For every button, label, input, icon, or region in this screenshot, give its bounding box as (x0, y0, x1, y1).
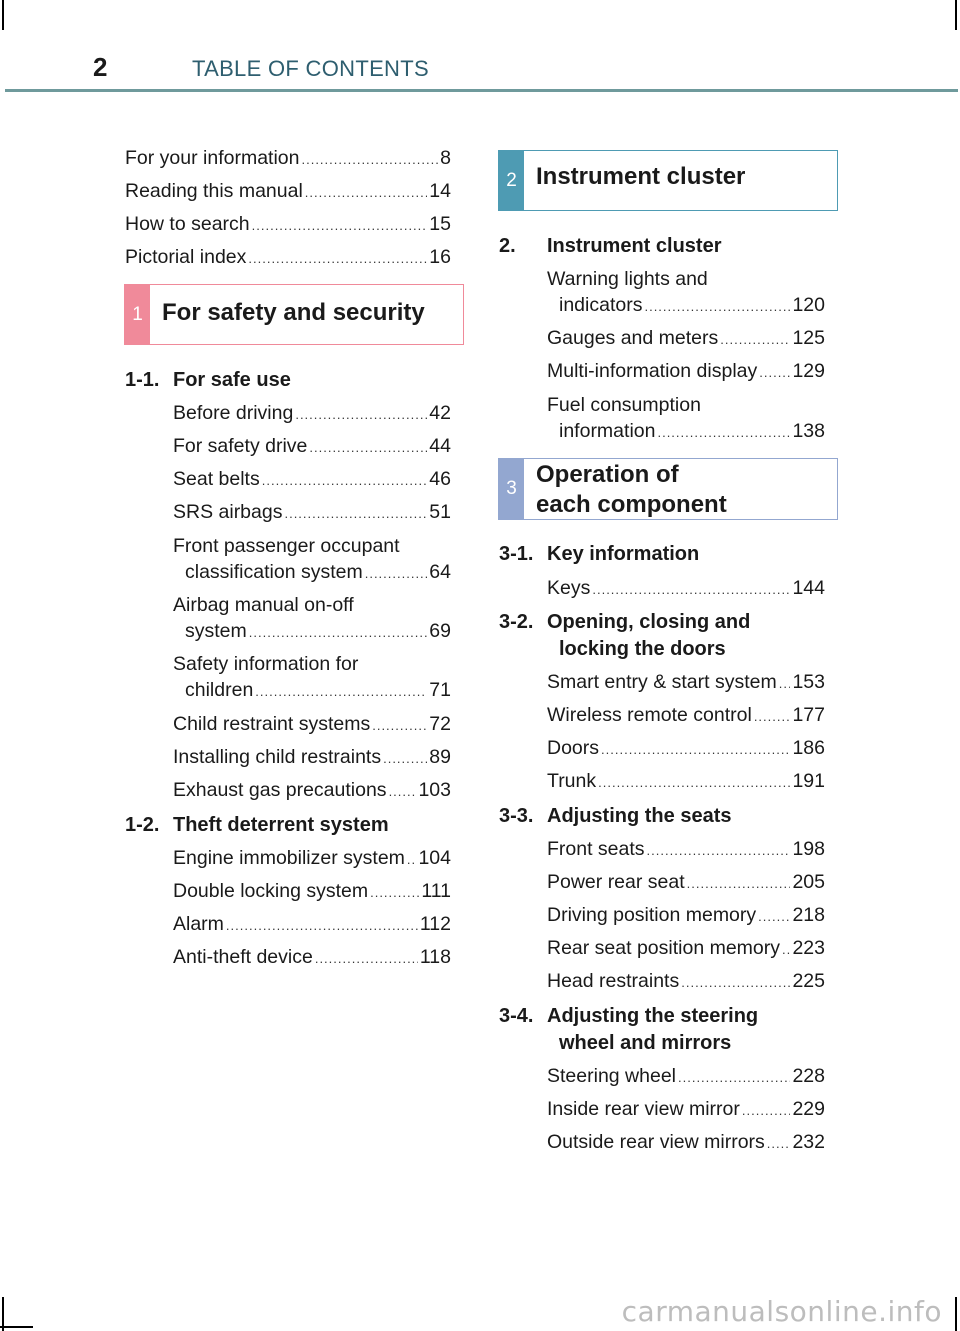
toc-entry[interactable]: Engine immobilizer system ..... 104 (173, 845, 451, 873)
section-number: 2. (499, 235, 516, 257)
section-number: 1-2. (125, 814, 160, 836)
toc-entry[interactable]: Child restraint systems ..... 72 (173, 711, 451, 739)
toc-entry[interactable]: For your information ..... 8 (125, 145, 451, 173)
toc-entry[interactable]: Rear seat position memory ..... 223 (547, 935, 825, 963)
toc-entry[interactable]: Doors ..... 186 (547, 735, 825, 763)
section-title[interactable]: Instrument cluster (547, 235, 722, 257)
toc-entry[interactable]: SRS airbags ..... 51 (173, 499, 451, 527)
crop-mark (0, 1326, 33, 1328)
page-number: 2 (93, 52, 108, 82)
chapter-3-number: 3 (499, 459, 524, 519)
toc-entry-line1[interactable]: Warning lights and (547, 268, 708, 290)
toc-entry[interactable]: Keys ..... 144 (547, 575, 825, 603)
toc-entry[interactable]: Installing child restraints ..... 89 (173, 744, 451, 772)
toc-entry[interactable]: Before driving ..... 42 (173, 400, 451, 428)
page-header-title: TABLE OF CONTENTS (192, 56, 429, 81)
section-number: 3-3. (499, 805, 534, 827)
section-number: 1-1. (125, 369, 160, 391)
toc-entry[interactable]: Pictorial index ..... 16 (125, 244, 451, 272)
section-title[interactable]: Key information (547, 543, 700, 565)
toc-entry[interactable]: Gauges and meters ..... 125 (547, 325, 825, 353)
crop-mark (955, 0, 957, 30)
toc-entry-line1[interactable]: Front passenger occupant (173, 535, 400, 557)
toc-entry[interactable]: Outside rear view mirrors ..... 232 (547, 1129, 825, 1157)
section-title-line2[interactable]: wheel and mirrors (559, 1032, 732, 1054)
toc-entry[interactable]: Driving position memory ..... 218 (547, 902, 825, 930)
section-number: 3-1. (499, 543, 534, 565)
chapter-2-heading[interactable] (498, 150, 838, 211)
chapter-3-heading[interactable] (498, 458, 838, 520)
crop-mark (955, 1297, 957, 1331)
section-number: 3-2. (499, 611, 534, 633)
chapter-3-title-line1: Operation of (536, 461, 679, 488)
toc-entry[interactable]: For safety drive ..... 44 (173, 433, 451, 461)
toc-entry[interactable]: information ..... 138 (559, 418, 825, 446)
chapter-1-title: For safety and security (162, 299, 425, 326)
toc-entry[interactable]: Exhaust gas precautions ..... 103 (173, 777, 451, 805)
toc-entry[interactable]: How to search ..... 15 (125, 211, 451, 239)
section-title[interactable]: For safe use (173, 369, 291, 391)
toc-entry[interactable]: Anti-theft device ..... 118 (173, 944, 451, 972)
section-title[interactable]: Theft deterrent system (173, 814, 389, 836)
section-title[interactable]: Opening, closing and (547, 611, 751, 633)
toc-entry-line1[interactable]: Airbag manual on-off (173, 594, 354, 616)
toc-entry[interactable]: Steering wheel ..... 228 (547, 1063, 825, 1091)
toc-entry[interactable]: Reading this manual ..... 14 (125, 178, 451, 206)
chapter-3-title-line2: each component (536, 491, 727, 518)
toc-entry-line1[interactable]: Fuel consumption (547, 394, 701, 416)
toc-entry[interactable]: Wireless remote control ..... 177 (547, 702, 825, 730)
section-title[interactable]: Adjusting the steering (547, 1005, 759, 1027)
chapter-1-number: 1 (125, 285, 150, 344)
header-rule (5, 89, 958, 92)
toc-entry[interactable]: Alarm ..... 112 (173, 911, 451, 939)
crop-mark (2, 0, 4, 30)
section-title[interactable]: Adjusting the seats (547, 805, 732, 827)
toc-entry[interactable]: classification system ..... 64 (185, 559, 451, 587)
toc-entry[interactable]: Trunk ..... 191 (547, 768, 825, 796)
section-number: 3-4. (499, 1005, 534, 1027)
toc-entry[interactable]: Smart entry & start system ..... 153 (547, 669, 825, 697)
chapter-1-heading[interactable] (124, 284, 464, 345)
toc-entry[interactable]: Seat belts ..... 46 (173, 466, 451, 494)
toc-entry[interactable]: Front seats ..... 198 (547, 836, 825, 864)
toc-entry[interactable]: indicators ..... 120 (559, 292, 825, 320)
chapter-2-number: 2 (499, 151, 524, 210)
toc-entry[interactable]: children ..... 71 (185, 677, 451, 705)
chapter-2-title: Instrument cluster (536, 163, 746, 190)
section-title-line2[interactable]: locking the doors (559, 638, 726, 660)
toc-entry[interactable]: system ..... 69 (185, 618, 451, 646)
toc-entry[interactable]: Double locking system ..... 111 (173, 878, 451, 906)
toc-entry[interactable]: Inside rear view mirror ..... 229 (547, 1096, 825, 1124)
watermark: carmanualsonline.info (621, 1295, 942, 1328)
toc-entry-line1[interactable]: Safety information for (173, 653, 359, 675)
toc-entry[interactable]: Multi-information display ..... 129 (547, 358, 825, 386)
toc-entry[interactable]: Head restraints ..... 225 (547, 968, 825, 996)
toc-entry[interactable]: Power rear seat ..... 205 (547, 869, 825, 897)
